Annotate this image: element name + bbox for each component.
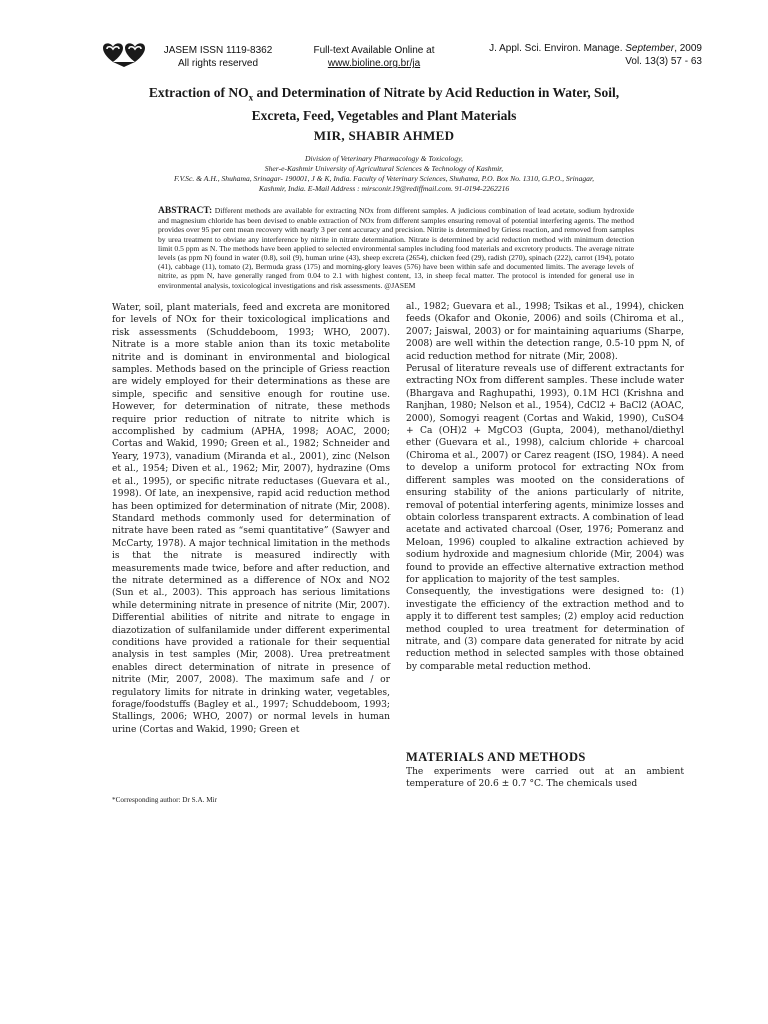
- body-column-left: [112, 302, 390, 736]
- section-heading-methods: MATERIALS AND METHODS: [406, 750, 586, 764]
- affiliation-line-4: Kashmir, India. E-Mail Address : mirsconir.19@rediffmail.com. 91-0194-2262216: [258, 184, 510, 193]
- journal-url-link[interactable]: www.bioline.org.br/ja: [327, 58, 421, 69]
- fulltext-block: [304, 44, 444, 70]
- abstract-text: Different methods are available for extracting NOx from different samples. A judicious combination of lead acetate, sodium hydroxide and magnesium chloride has been devised to enable extraction of NOx from different samples ensuring removal of potential interfering agents. The method provides over 95 per cent mean recovery with nearly 3 per cent accuracy and precision. Nitrite is determined by Griess reaction, and removed from samples by urea treatment to obviate any interference by nitrite in nitrate determination. Nitrate is determined by acid reduction method with minimum detection limit 0.5 ppm as N. The methods have been applied to selected environmental samples including food materials and excretory products. The average nitrate levels (as ppm N) found in water (0.8), soil (9), human urine (43), sheep excreta (2654), chicken feed (29), radish (270), spinach (222), carrot (194), potato (41), cabbage (11), tomato (2), Bermuda grass (175) and morning-glory leaves (576) have been within safe and documented limits. The average levels of nitrite, as ppm N, have generally ranged from 0.04 to 2.1 with highest content, 13, in sheep fecal matter. The protocol is intended for general use in environmental analysis, toxicological investigations and risk assessments. @JASEM: [158, 206, 634, 290]
- rights-notice: All rights reserved: [177, 58, 259, 69]
- right-paragraph-3: Consequently, the investigations were designed to: (1) investigate the efficiency of the extraction method and to apply it to different test samples; (2) employ acid reduction method coupled to urea treatment for determination of nitrate, and (3) compare data generated for nitrate by acid reduction method in selected samples with those obtained by comparable metal reduction method.: [406, 587, 684, 672]
- paper-title: [116, 84, 652, 124]
- right-paragraph-2: Perusal of literature reveals use of different extractants for extracting NOx from different samples. These include water (Bhargava and Raghupathi, 1993), 0.1M HCl (Krishna and Ranjhan, 1980; Nelson et al., 1954), CdCl2 + BaCl2 (AOAC, 2000), Somogyi reagent (Cortas and Wakid, 1990), CuSO4 + Ca (OH)2 + MgCO3 (Gupta, 2004), methanol/diethyl ether (Guevara et al., 1998), calcium chloride + charcoal (Chiroma et al., 2007) or Carez reagent (ISO, 1984). A need to develop a uniform protocol for extracting NOx from different samples was mooted on the considerations of ensuring stability of the anions particularly of nitrite, removal of potential interfering agents, minimize losses and obtain colorless transparent extracts. A combination of lead acetate and activated charcoal (Oser, 1976; Pomeranz and Meloan, 1996) coupled to alkaline extraction achieved by sodium hydroxide and magnesium chloride (Mir, 2004) was found to provide an effective alternative extraction method for application to majority of the test samples.: [406, 364, 684, 585]
- body-column-right: [406, 301, 684, 673]
- author-name: MIR, SHABIR AHMED: [313, 128, 455, 143]
- paper-title-line-1: Extraction of $NO_x$ and Determination of Nitrate by Acid Reduction in Water, Soil,: [148, 85, 620, 103]
- journal-issn-block: [156, 44, 280, 70]
- affiliation-line-2: Sher-e-Kashmir University of Agricultural Sciences & Technology of Kashmir,: [264, 164, 504, 173]
- citation-month: September: [625, 43, 675, 54]
- fulltext-label: Full-text Available Online at: [313, 45, 435, 56]
- citation-volume: Vol. 13(3) 57 - 63: [625, 56, 702, 67]
- journal-issn: JASEM ISSN 1119-8362: [163, 45, 273, 56]
- citation-journal: J. Appl. Sci. Environ. Manage.: [489, 43, 626, 54]
- abstract: [158, 206, 634, 290]
- citation-line-1: [456, 42, 702, 55]
- affiliation: [106, 154, 662, 194]
- citation-block: [456, 42, 702, 68]
- right-paragraph-1: al., 1982; Guevara et al., 1998; Tsikas et al., 1994), chicken feeds (Okafor and Okonie, 2006) and soils (Chiroma et al., 2007; Jaiswal, 2003) or for maintaining aquariums (Sharpe, 2008) are well within the detection range, 0.5-10 ppm N, of acid reduction method for nitrate (Mir, 2008).: [406, 302, 684, 362]
- jasem-logo-icon: [100, 40, 150, 68]
- citation-year: , 2009: [674, 43, 702, 54]
- abstract-label: ABSTRACT:: [158, 206, 213, 216]
- paper-title-line-2: Excreta, Feed, Vegetables and Plant Materials: [251, 107, 517, 123]
- methods-paragraph: The experiments were carried out at an ambient temperature of 20.6 ± 0.7 °C. The chemicals used: [406, 767, 684, 790]
- corresponding-author-footnote: *Corresponding author: Dr S.A. Mir: [112, 796, 218, 804]
- affiliation-line-3: F.V.Sc. & A.H., Shuhama, Srinagar- 190001, J & K, India. Faculty of Veterinary Sciences, Shuhama, P.O. Box No. 1310, G.P.O., Srinagar,: [174, 174, 594, 183]
- intro-paragraph: Water, soil, plant materials, feed and excreta are monitored for levels of NOx for their toxicological implications and risk assessments (Schuddeboom, 1993; WHO, 2007). Nitrate is a more stable anion than its toxic metabolite nitrite and is dominant in environmental and biological samples. Methods based on the principle of Griess reaction are widely employed for their determinations as these are simple, specific and sensitive enough for routine use. However, for determination of nitrate, these methods require prior reduction of nitrate to nitrite which is accomplished by cadmium (APHA, 1998; AOAC, 2000; Cortas and Wakid, 1990; Green et al., 1982; Schneider and Yeary, 1973), vanadium (Miranda et al., 2001), zinc (Nelson et al., 1954; Diven et al., 1962; Mir, 2007), hydrazine (Oms et al., 1995), or specific nitrate reductases (Guevara et al., 1998). Of late, an inexpensive, rapid acid reduction method has been optimized for determination of nitrate (Mir, 2008). Standard methods commonly used for determination of nitrate have been rated as “semi quantitative” (Sawyer and McCarty, 1978). A major technical limitation in the methods is that the nitrate is measured indirectly with measurements made twice, before and after reduction, and the nitrate determined as a difference of NOx and NO2 (Sun et al., 2003). This approach has serious limitations while determining nitrate in presence of nitrite (Mir, 2007). Differential abilities of nitrite and nitrate to engage in diazotization of sulfanilamide under different experimental conditions have provided a rationale for their sequential analysis in test samples (Mir, 2008). Urea pretreatment enables direct determination of nitrate in presence of nitrite (Mir, 2007, 2008). The maximum safe and / or regulatory limits for nitrate in drinking water, vegetables, forage/foodstuffs (Bagley et al., 1997; Schuddeboom, 1993; Stallings, 2006; WHO, 2007) or normal levels in human urine (Cortas and Wakid, 1990; Green et: [112, 303, 390, 735]
- affiliation-line-1: Division of Veterinary Pharmacology & Toxicology,: [305, 154, 463, 163]
